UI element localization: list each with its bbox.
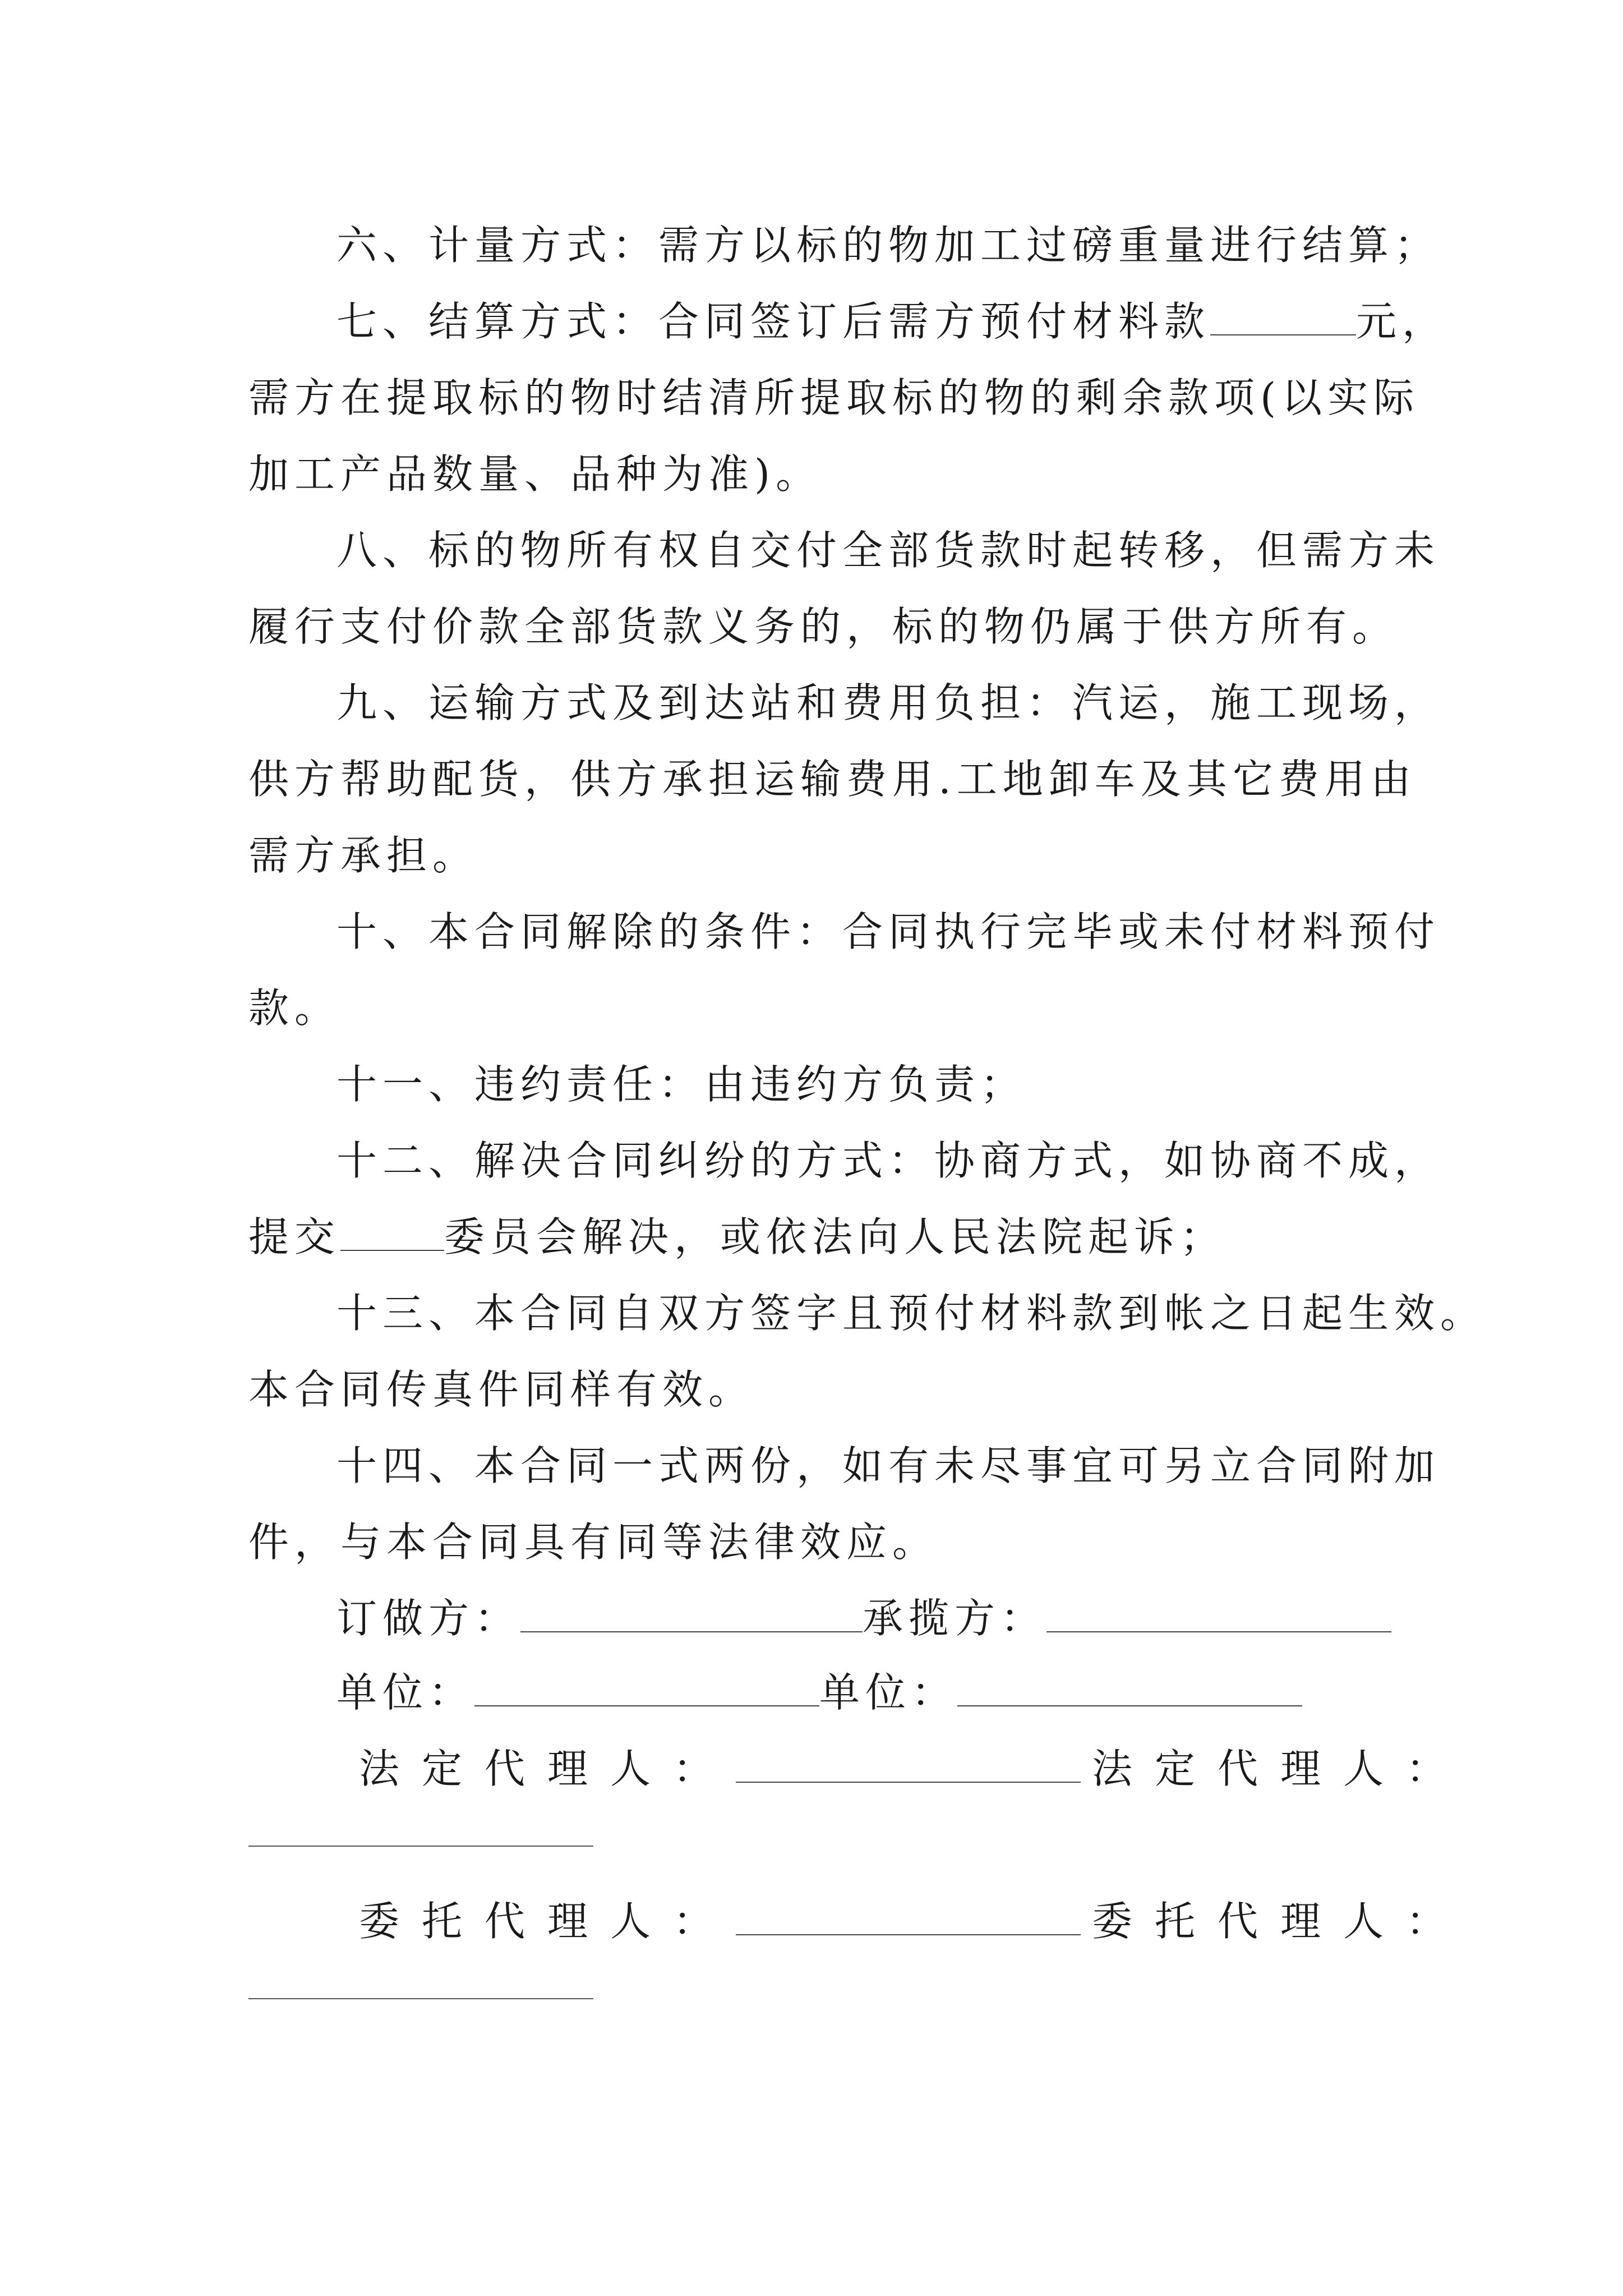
clause-10-line-1: 十、本合同解除的条件：合同执行完毕或未付材料预付 — [336, 908, 1441, 955]
arbitration-committee-blank[interactable] — [340, 1216, 444, 1251]
agent-field-left[interactable] — [736, 1901, 1081, 1935]
clause-8-line-2: 履行支付价款全部货款义务的，标的物仍属于供方所有。 — [248, 603, 1399, 650]
unit-field-right[interactable] — [957, 1672, 1302, 1706]
clause-13-line-1: 十三、本合同自双方签字且预付材料款到帐之日起生效。 — [336, 1290, 1487, 1337]
agent-label-left: 委托代理人： — [359, 1898, 736, 1945]
clause-6: 六、计量方式：需方以标的物加工过磅重量进行结算； — [336, 222, 1441, 269]
signature-row-agent — [359, 1896, 1492, 1947]
clause-10-line-2: 款。 — [248, 984, 341, 1032]
clause-11: 十一、违约责任：由违约方负责； — [336, 1061, 1027, 1108]
orderer-field[interactable] — [520, 1598, 863, 1632]
clause-14-line-1: 十四、本合同一式两份，如有未尽事宜可另立合同附加 — [336, 1442, 1441, 1489]
clause-12-line-2 — [248, 1212, 1381, 1262]
unit-label-left: 单位： — [336, 1669, 475, 1716]
contractor-label: 承揽方： — [863, 1595, 1047, 1642]
orderer-label: 订做方： — [336, 1595, 521, 1642]
clause-7-line-1 — [336, 296, 1469, 347]
contractor-field[interactable] — [1046, 1598, 1391, 1632]
clause-12-text: 委员会解决，或依法向人民法院起诉； — [444, 1213, 1227, 1260]
clause-7-line-2: 需方在提取标的物时结清所提取标的物的剩余款项(以实际 — [248, 374, 1420, 421]
agent-label-right: 委托代理人： — [1092, 1898, 1469, 1945]
clause-8-line-1: 八、标的物所有权自交付全部货款时起转移，但需方未 — [336, 527, 1441, 574]
clause-7-line-3: 加工产品数量、品种为准)。 — [248, 450, 822, 498]
unit-label-right: 单位： — [819, 1669, 958, 1716]
legal-rep-label-right: 法定代理人： — [1092, 1745, 1469, 1792]
signature-row-units — [336, 1667, 1469, 1718]
advance-amount-blank[interactable] — [1210, 301, 1356, 335]
clause-12-line-1: 十二、解决合同纠纷的方式：协商方式，如协商不成， — [336, 1137, 1441, 1184]
unit-field-left[interactable] — [474, 1672, 819, 1706]
clause-9-line-1: 九、运输方式及到达站和费用负担：汽运，施工现场， — [336, 679, 1441, 726]
clause-9-line-3: 需方承担。 — [248, 832, 479, 879]
clause-12-submit: 提交 — [248, 1213, 341, 1260]
clause-7-text: 七、结算方式：合同签订后需方预付材料款 — [336, 298, 1211, 345]
clause-13-line-2: 本合同传真件同样有效。 — [248, 1366, 755, 1413]
clause-7-currency: 元， — [1356, 298, 1449, 345]
clause-14-line-2: 件，与本合同具有同等法律效应。 — [248, 1519, 939, 1566]
legal-rep-label-left: 法定代理人： — [359, 1745, 736, 1792]
legal-rep-field-right[interactable] — [248, 1846, 593, 1847]
signature-row-legal-rep — [359, 1743, 1492, 1794]
agent-field-right[interactable] — [248, 1998, 593, 1999]
signature-row-parties — [336, 1593, 1469, 1644]
clause-9-line-2: 供方帮助配货，供方承担运输费用.工地卸车及其它费用由 — [248, 756, 1417, 803]
legal-rep-field-left[interactable] — [736, 1748, 1081, 1783]
